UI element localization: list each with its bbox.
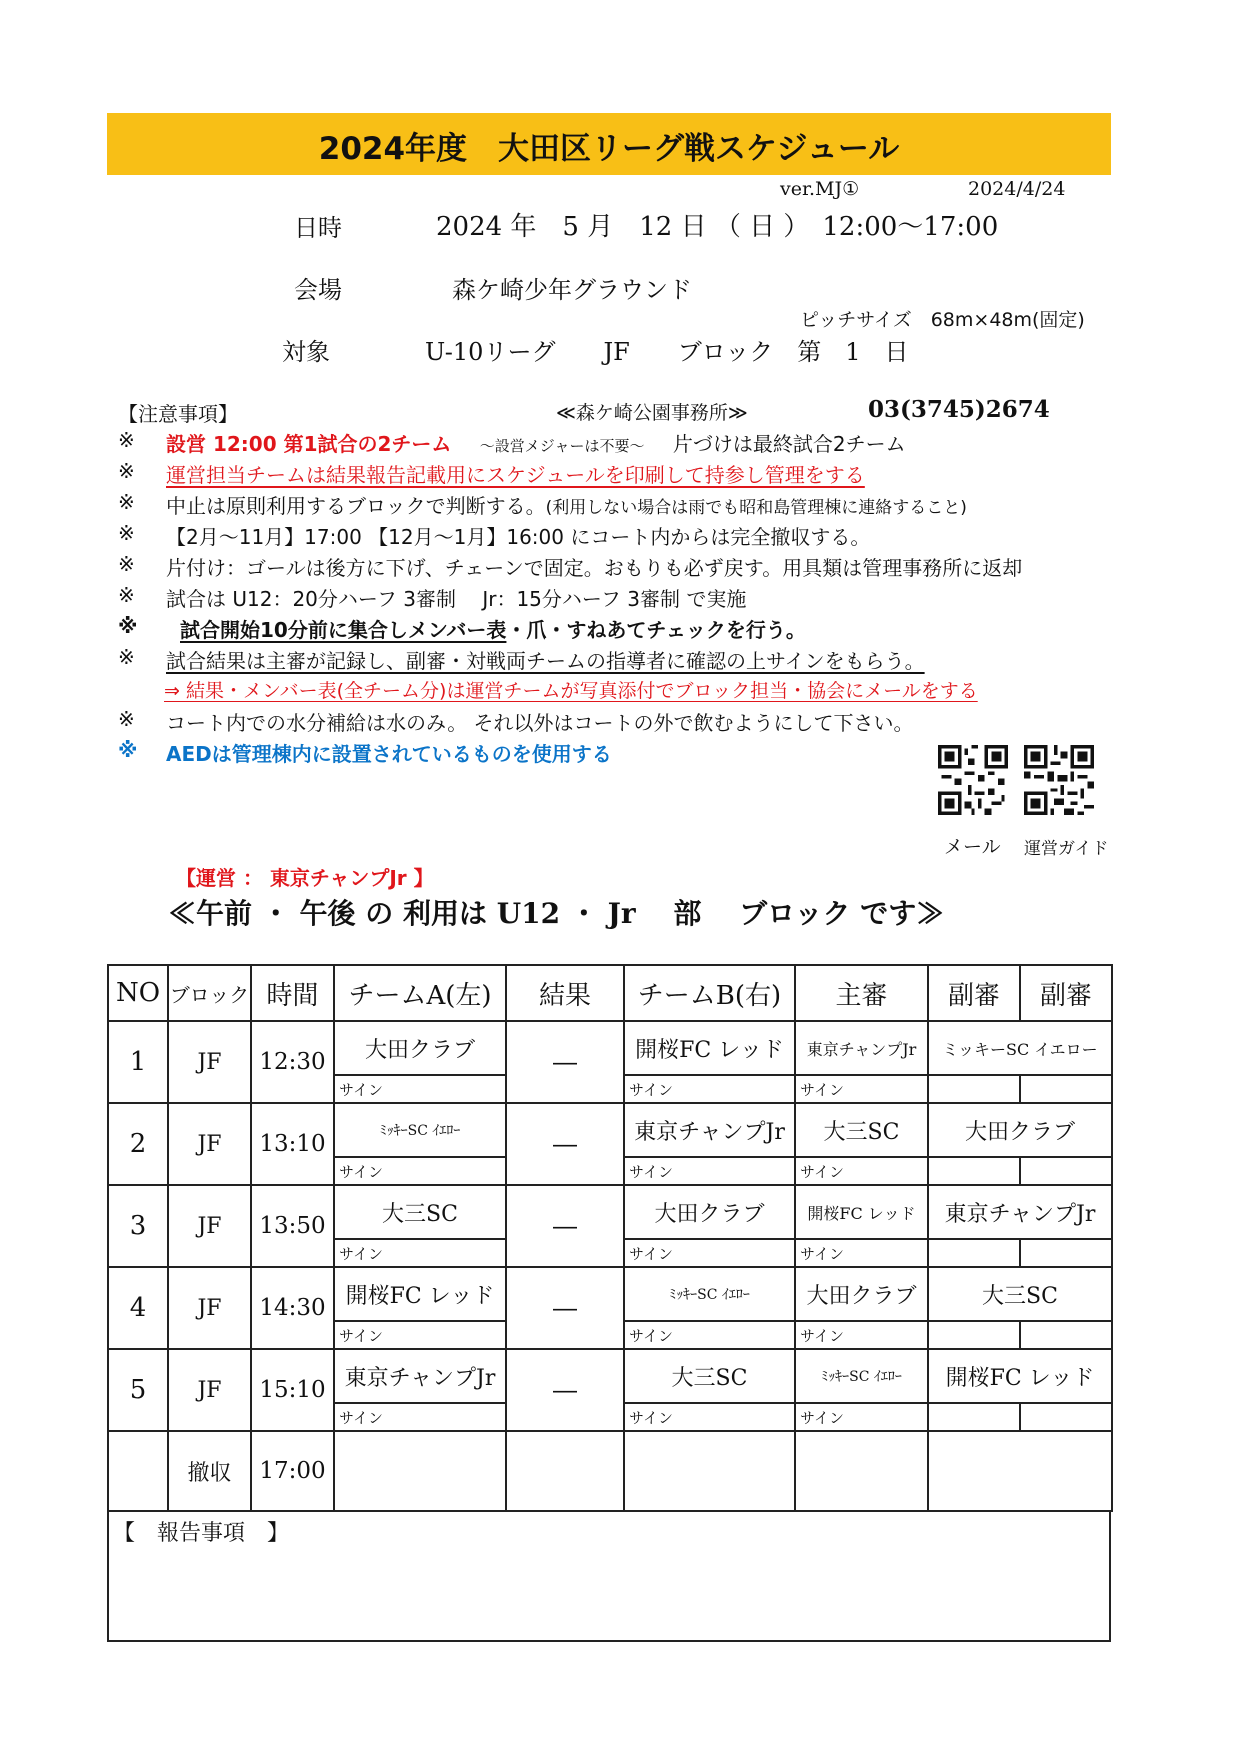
note-text: 片づけは最終試合2チーム: [672, 432, 906, 456]
match-block: JF: [168, 1349, 251, 1431]
note-text: 試合結果は主審が記録し、副審・対戦両チームの指導者に確認の上サインをもらう。: [166, 649, 925, 673]
assistant-referees: ミッキーSC イエロー: [928, 1021, 1112, 1075]
team-b-sign[interactable]: サイン: [624, 1403, 795, 1431]
office-label: ≪森ケ崎公園事務所≫: [556, 402, 748, 424]
table-header-row: [108, 965, 1112, 1021]
header-no: NO: [108, 965, 168, 1021]
assistant-1-sign[interactable]: [928, 1157, 1020, 1185]
assistant-2-sign[interactable]: [1020, 1239, 1112, 1267]
assistant-1-sign[interactable]: [928, 1075, 1020, 1103]
team-b-sign[interactable]: サイン: [624, 1075, 795, 1103]
table-row: [108, 1349, 1112, 1403]
match-result[interactable]: ―: [506, 1267, 624, 1349]
closing-row: [108, 1431, 1112, 1511]
guide-qr-label: 運営ガイド: [1024, 839, 1109, 859]
team-a: 東京チャンプJr: [334, 1349, 506, 1403]
guide-qr-code[interactable]: [1024, 745, 1094, 815]
team-b: 大三SC: [624, 1349, 795, 1403]
datetime-value: 2024 年 5 月 12 日 （ 日 ） 12:00～17:00: [436, 212, 999, 242]
note-mark: ※: [118, 428, 135, 452]
match-time: 14:30: [251, 1267, 334, 1349]
mail-qr-code[interactable]: [938, 745, 1008, 815]
referee: ﾐｯｷｰSC ｲｴﾛｰ: [795, 1349, 928, 1403]
note-text: 試合は U12：20分ハーフ 3審制 Jr：15分ハーフ 3審制 で実施: [166, 587, 747, 611]
closing-cell: [334, 1431, 506, 1511]
team-b: ﾐｯｷｰSC ｲｴﾛｰ: [624, 1267, 795, 1321]
note-text: 片付け：ゴールは後方に下げ、チェーンで固定。おもりも必ず戻す。用具類は管理事務所に返却: [166, 556, 1023, 580]
match-block: JF: [168, 1185, 251, 1267]
referee: 東京チャンプJr: [795, 1021, 928, 1075]
assistant-2-sign[interactable]: [1020, 1321, 1112, 1349]
note-text: AEDは管理棟内に設置されているものを使用する: [166, 742, 612, 766]
team-a-sign[interactable]: サイン: [334, 1239, 506, 1267]
match-no: 2: [108, 1103, 168, 1185]
note-text: 設営 12:00 第1試合の2チーム: [166, 432, 452, 456]
pitch-size: ピッチサイズ 68m×48m(固定): [800, 309, 1085, 331]
team-a: 大田クラブ: [334, 1021, 506, 1075]
schedule-table: [107, 964, 1113, 1512]
note-text: 運営担当チームは結果報告記載用にスケジュールを印刷して持参し管理をする: [166, 463, 865, 487]
match-result[interactable]: ―: [506, 1185, 624, 1267]
version-label: ver.MJ①: [780, 178, 860, 200]
closing-cell: [506, 1431, 624, 1511]
note-text: 【2月～11月】17:00 【12月～1月】16:00 にコート内からは完全撤収する。: [166, 525, 871, 549]
header-result: 結果: [506, 965, 624, 1021]
note-mark: ※: [118, 645, 135, 669]
team-b-sign[interactable]: サイン: [624, 1321, 795, 1349]
team-b: 東京チャンプJr: [624, 1103, 795, 1157]
match-time: 13:10: [251, 1103, 334, 1185]
note-mark: ※: [118, 552, 135, 576]
team-b: 大田クラブ: [624, 1185, 795, 1239]
note-text: ⇒ 結果・メンバー表(全チーム分)は運営チームが写真添付でブロック担当・協会にメールをする: [164, 680, 978, 702]
note-text: 中止は原則利用するブロックで判断する。: [166, 494, 546, 518]
match-result[interactable]: ―: [506, 1103, 624, 1185]
match-time: 13:50: [251, 1185, 334, 1267]
team-a-sign[interactable]: サイン: [334, 1075, 506, 1103]
header-assistant-1: 副審: [928, 965, 1020, 1021]
assistant-1-sign[interactable]: [928, 1239, 1020, 1267]
referee: 大田クラブ: [795, 1267, 928, 1321]
match-no: 4: [108, 1267, 168, 1349]
referee-sign[interactable]: サイン: [795, 1321, 928, 1349]
header-team-a: チームA(左): [334, 965, 506, 1021]
venue-label: 会場: [294, 276, 342, 304]
report-label: 【 報告事項 】: [113, 1521, 290, 1546]
assistant-referees: 東京チャンプJr: [928, 1185, 1112, 1239]
team-b: 開桜FC レッド: [624, 1021, 795, 1075]
match-no: 3: [108, 1185, 168, 1267]
match-time: 12:30: [251, 1021, 334, 1103]
note-text: ・爪・すねあてチェックを行う。: [506, 618, 806, 642]
referee: 大三SC: [795, 1103, 928, 1157]
table-row: [108, 1185, 1112, 1239]
match-block: JF: [168, 1267, 251, 1349]
note-subtext: ～設営メジャーは不要～: [479, 437, 645, 455]
assistant-referees: 開桜FC レッド: [928, 1349, 1112, 1403]
match-result[interactable]: ―: [506, 1021, 624, 1103]
closing-cell: [928, 1431, 1112, 1511]
match-no: 5: [108, 1349, 168, 1431]
referee-sign[interactable]: サイン: [795, 1157, 928, 1185]
team-a: 開桜FC レッド: [334, 1267, 506, 1321]
office-phone: 03(3745)2674: [868, 396, 1050, 423]
title-bar: [107, 113, 1111, 175]
referee-sign[interactable]: サイン: [795, 1075, 928, 1103]
table-row: [108, 1267, 1112, 1321]
note-mark: ※: [118, 738, 138, 762]
table-row: [108, 1021, 1112, 1075]
referee-sign[interactable]: サイン: [795, 1239, 928, 1267]
notes-heading: 【注意事項】: [118, 402, 238, 426]
closing-cell: [795, 1431, 928, 1511]
note-text: 試合開始10分前に集合しメンバー表: [180, 618, 507, 642]
team-b-sign[interactable]: サイン: [624, 1157, 795, 1185]
assistant-2-sign[interactable]: [1020, 1075, 1112, 1103]
match-result[interactable]: ―: [506, 1349, 624, 1431]
team-a-sign[interactable]: サイン: [334, 1321, 506, 1349]
match-block: JF: [168, 1021, 251, 1103]
team-b-sign[interactable]: サイン: [624, 1239, 795, 1267]
header-block: ブロック: [168, 965, 251, 1021]
closing-cell: [624, 1431, 795, 1511]
page-title: 2024年度 大田区リーグ戦スケジュール: [318, 131, 900, 167]
header-referee: 主審: [795, 965, 928, 1021]
note-mark: ※: [118, 490, 135, 514]
match-block: JF: [168, 1103, 251, 1185]
team-a: ﾐｯｷｰSC ｲｴﾛｰ: [334, 1103, 506, 1157]
closing-label: 撤収: [168, 1431, 251, 1511]
target-value: U-10リーグ JF ブロック 第 1 日: [425, 338, 909, 366]
target-label: 対象: [282, 338, 330, 366]
referee: 開桜FC レッド: [795, 1185, 928, 1239]
header-time: 時間: [251, 965, 334, 1021]
closing-no: [108, 1431, 168, 1511]
datetime-label: 日時: [294, 214, 342, 242]
note-subtext: (利用しない場合は雨でも昭和島管理棟に連絡すること): [545, 498, 967, 518]
header-assistant-2: 副審: [1020, 965, 1112, 1021]
assistant-2-sign[interactable]: [1020, 1403, 1112, 1431]
note-text: コート内での水分補給は水のみ。 それ以外はコートの外で飲むようにして下さい。: [166, 711, 914, 735]
match-time: 15:10: [251, 1349, 334, 1431]
document-date: 2024/4/24: [968, 178, 1066, 200]
assistant-1-sign[interactable]: [928, 1403, 1020, 1431]
note-mark: ※: [118, 614, 138, 638]
assistant-1-sign[interactable]: [928, 1321, 1020, 1349]
note-mark: ※: [118, 583, 135, 607]
assistant-2-sign[interactable]: [1020, 1157, 1112, 1185]
note-mark: ※: [118, 459, 135, 483]
match-no: 1: [108, 1021, 168, 1103]
closing-time: 17:00: [251, 1431, 334, 1511]
assistant-referees: 大田クラブ: [928, 1103, 1112, 1157]
header-team-b: チームB(右): [624, 965, 795, 1021]
operation-team: 【運営 ： 東京チャンプJr 】: [176, 866, 434, 890]
note-mark: ※: [118, 707, 135, 731]
mail-qr-label: メール: [944, 836, 1001, 858]
team-a-sign[interactable]: サイン: [334, 1157, 506, 1185]
report-box[interactable]: [107, 1510, 1111, 1642]
usage-note: ≪午前 ・ 午後 の 利用は U12 ・ Jr 部 ブロック です≫: [168, 897, 945, 930]
referee-sign[interactable]: サイン: [795, 1403, 928, 1431]
assistant-referees: 大三SC: [928, 1267, 1112, 1321]
venue-value: 森ケ崎少年グラウンド: [452, 276, 692, 304]
team-a-sign[interactable]: サイン: [334, 1403, 506, 1431]
note-mark: ※: [118, 521, 135, 545]
team-a: 大三SC: [334, 1185, 506, 1239]
table-row: [108, 1103, 1112, 1157]
